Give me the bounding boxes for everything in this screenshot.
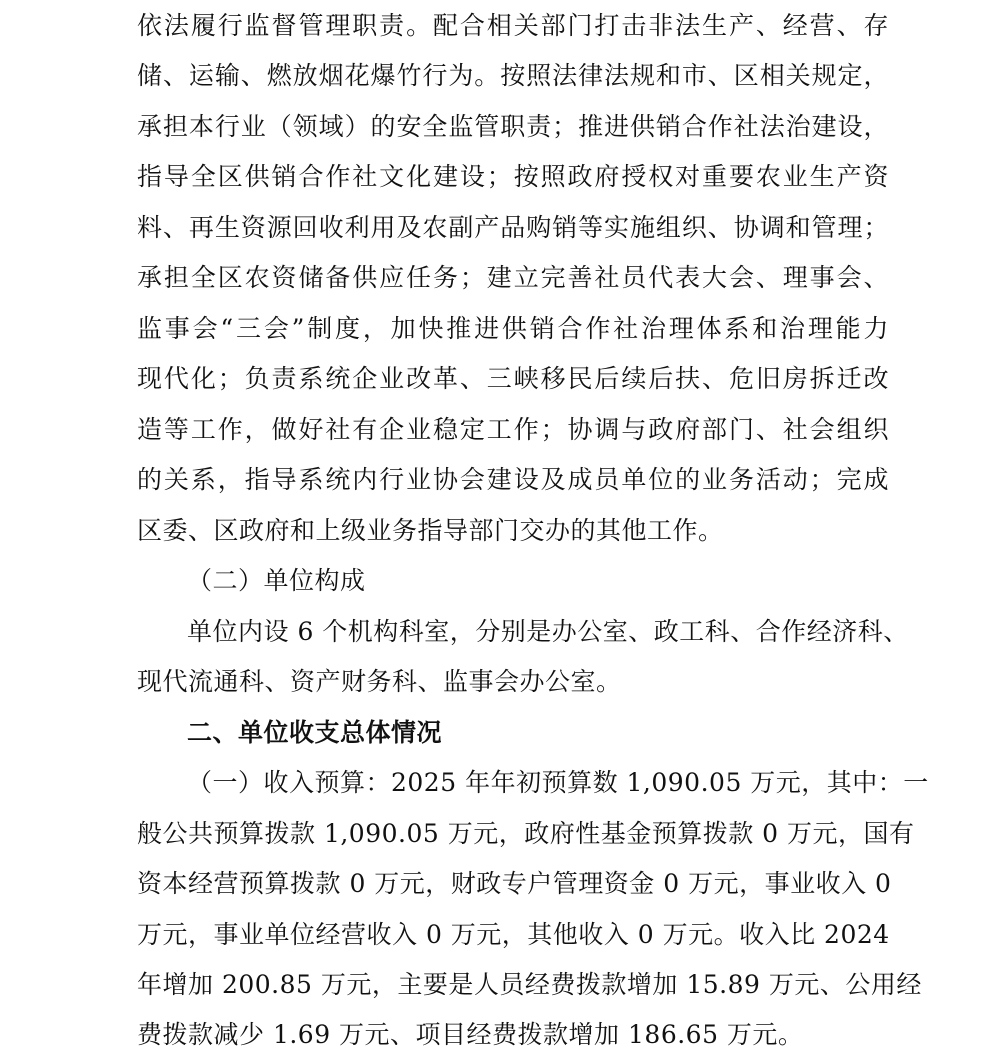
body-text-line: 般公共预算拨款 1,090.05 万元，政府性基金预算拨款 0 万元，国有: [137, 819, 915, 848]
body-text-line: 现代化；负责系统企业改革、三峡移民后续后扶、危旧房拆迁改: [137, 364, 889, 393]
section-heading: 二、单位收支总体情况: [187, 718, 443, 747]
body-text-line: 年增加 200.85 万元，主要是人员经费拨款增加 15.89 万元、公用经: [137, 970, 922, 999]
body-text-line: 承担本行业（领域）的安全监管职责；推进供销合作社法治建设，: [137, 112, 889, 141]
body-text-line: 储、运输、燃放烟花爆竹行为。按照法律法规和市、区相关规定，: [137, 61, 889, 90]
body-text-line: 造等工作，做好社有企业稳定工作；协调与政府部门、社会组织: [137, 415, 889, 444]
body-text-line: 万元，事业单位经营收入 0 万元，其他收入 0 万元。收入比 2024: [137, 920, 890, 949]
body-text-line: 指导全区供销合作社文化建设；按照政府授权对重要农业生产资: [137, 162, 889, 191]
body-text-line: 现代流通科、资产财务科、监事会办公室。: [137, 667, 622, 696]
body-text-line: 单位内设 6 个机构科室，分别是办公室、政工科、合作经济科、: [187, 617, 909, 646]
body-text-line: 监事会“三会”制度，加快推进供销合作社治理体系和治理能力: [137, 314, 889, 343]
section-subheading: （二）单位构成: [187, 566, 366, 595]
body-text-line: 料、再生资源回收利用及农副产品购销等实施组织、协调和管理；: [137, 213, 889, 242]
body-text-line: 区委、区政府和上级业务指导部门交办的其他工作。: [137, 516, 724, 545]
body-text-line: 的关系，指导系统内行业协会建设及成员单位的业务活动；完成: [137, 465, 889, 494]
body-text-line: 依法履行监督管理职责。配合相关部门打击非法生产、经营、存: [137, 11, 889, 40]
body-text-line: 资本经营预算拨款 0 万元，财政专户管理资金 0 万元，事业收入 0: [137, 869, 892, 898]
body-text-line: 承担全区农资储备供应任务；建立完善社员代表大会、理事会、: [137, 263, 889, 292]
body-text-line: （一）收入预算：2025 年年初预算数 1,090.05 万元，其中：一: [187, 768, 929, 797]
body-text-line: 费拨款减少 1.69 万元、项目经费拨款增加 186.65 万元。: [137, 1020, 804, 1049]
